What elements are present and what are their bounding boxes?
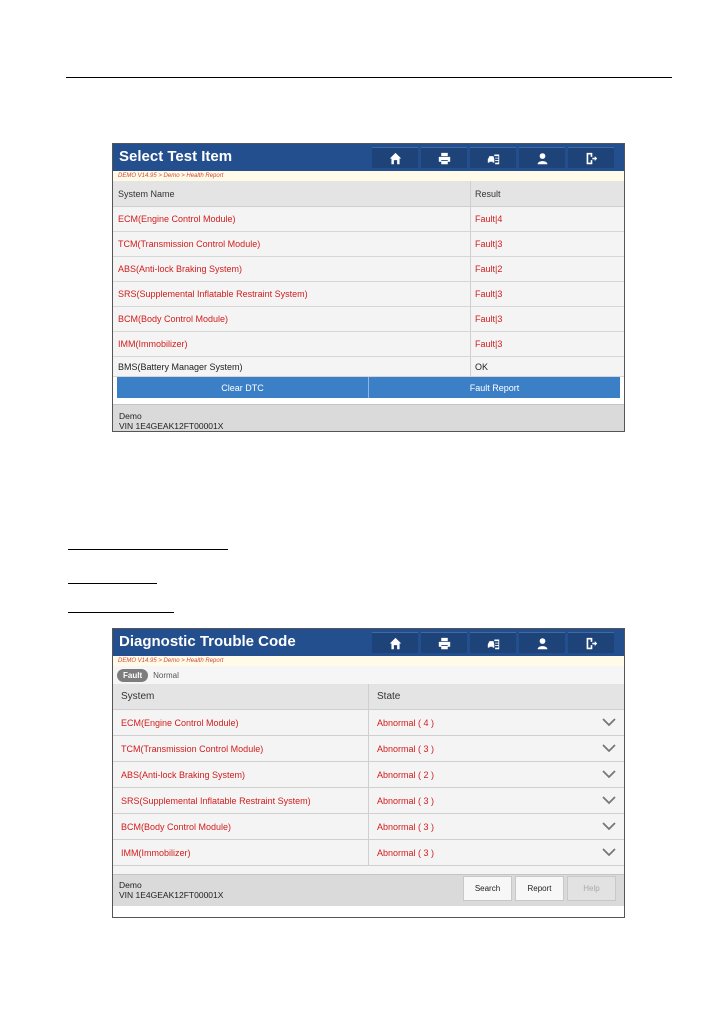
system-state: Abnormal ( 3 ) [377, 847, 435, 858]
system-name: BCM(Body Control Module) [113, 307, 471, 331]
system-result: Fault|3 [475, 339, 503, 349]
clear-dtc-button[interactable]: Clear DTC [117, 377, 369, 398]
table-header [113, 684, 624, 710]
vehicle-report-button[interactable] [470, 632, 516, 653]
system-state: Abnormal ( 3 ) [377, 743, 435, 754]
system-name: IMM(Immobilizer) [113, 332, 471, 356]
tab-normal[interactable]: Normal [153, 670, 179, 680]
table-row[interactable] [113, 840, 624, 866]
table-row[interactable] [113, 207, 624, 232]
expand-chevron-icon[interactable] [602, 847, 616, 857]
user-icon [536, 152, 549, 165]
section-heading-underline [68, 612, 174, 613]
table-row[interactable] [113, 762, 624, 788]
tab-fault[interactable]: Fault [117, 669, 148, 682]
user-icon [536, 637, 549, 650]
system-result: Fault|4 [475, 214, 503, 224]
action-bar [117, 377, 620, 398]
fault-report-button[interactable]: Fault Report [369, 377, 620, 398]
home-icon [389, 152, 402, 165]
column-header-result: Result [475, 188, 501, 199]
title-bar [113, 144, 624, 171]
table-header [113, 181, 624, 207]
table-row[interactable] [113, 257, 624, 282]
vin-label: VIN 1E4GEAK12FT00001X [119, 421, 224, 431]
system-state: Abnormal ( 3 ) [377, 795, 435, 806]
system-result: OK [475, 361, 489, 372]
table-row[interactable] [113, 332, 624, 357]
vehicle-report-button[interactable] [470, 147, 516, 168]
system-result: Fault|3 [475, 289, 503, 299]
home-button[interactable] [372, 147, 418, 168]
system-name: IMM(Immobilizer) [113, 840, 369, 865]
print-button[interactable] [421, 147, 467, 168]
table-row-partial [113, 866, 624, 874]
exit-button[interactable] [568, 147, 614, 168]
system-name: TCM(Transmission Control Module) [113, 736, 369, 761]
diagnostic-trouble-code-screen [112, 628, 625, 918]
column-header-state: State [377, 691, 401, 702]
table-row[interactable] [113, 814, 624, 840]
system-name: ABS(Anti-lock Braking System) [113, 762, 369, 787]
status-footer [113, 874, 624, 906]
screen-title: Diagnostic Trouble Code [119, 633, 296, 650]
breadcrumb: DEMO V14.95 > Demo > Health Report [113, 171, 624, 181]
vehicle-report-icon [487, 152, 500, 165]
screen-title: Select Test Item [119, 148, 233, 165]
table-row[interactable] [113, 736, 624, 762]
system-result: Fault|2 [475, 264, 503, 274]
table-row[interactable] [113, 788, 624, 814]
status-footer [113, 404, 624, 432]
system-name: SRS(Supplemental Inflatable Restraint System) [113, 282, 471, 306]
system-result: Fault|3 [475, 314, 503, 324]
table-row[interactable] [113, 232, 624, 257]
filter-tabs [113, 666, 624, 684]
system-name: ECM(Engine Control Module) [113, 207, 471, 231]
search-button[interactable]: Search [463, 876, 512, 901]
system-state: Abnormal ( 2 ) [377, 769, 435, 780]
system-result: Fault|3 [475, 239, 503, 249]
table-row[interactable] [113, 710, 624, 736]
section-heading-underline [68, 583, 157, 584]
system-name: TCM(Transmission Control Module) [113, 232, 471, 256]
system-name: ABS(Anti-lock Braking System) [113, 257, 471, 281]
user-button[interactable] [519, 147, 565, 168]
vehicle-report-icon [487, 637, 500, 650]
system-name: BCM(Body Control Module) [113, 814, 369, 839]
expand-chevron-icon[interactable] [602, 821, 616, 831]
system-name: ECM(Engine Control Module) [113, 710, 369, 735]
vin-label: VIN 1E4GEAK12FT00001X [119, 890, 224, 900]
home-icon [389, 637, 402, 650]
expand-chevron-icon[interactable] [602, 717, 616, 727]
breadcrumb: DEMO V14.95 > Demo > Health Report [113, 656, 624, 666]
print-button[interactable] [421, 632, 467, 653]
expand-chevron-icon[interactable] [602, 795, 616, 805]
exit-icon [585, 152, 598, 165]
vehicle-name: Demo [119, 411, 142, 421]
exit-icon [585, 637, 598, 650]
vehicle-name: Demo [119, 880, 142, 890]
user-button[interactable] [519, 632, 565, 653]
exit-button[interactable] [568, 632, 614, 653]
system-state: Abnormal ( 3 ) [377, 821, 435, 832]
help-button[interactable]: Help [567, 876, 616, 901]
column-header-system: System Name [113, 181, 471, 206]
select-test-item-screen [112, 143, 625, 432]
home-button[interactable] [372, 632, 418, 653]
page-header-rule [66, 77, 672, 78]
system-state: Abnormal ( 4 ) [377, 717, 435, 728]
section-heading-underline [68, 549, 228, 550]
system-name: SRS(Supplemental Inflatable Restraint System) [113, 788, 369, 813]
print-icon [438, 152, 451, 165]
title-bar [113, 629, 624, 656]
table-row[interactable] [113, 307, 624, 332]
expand-chevron-icon[interactable] [602, 769, 616, 779]
system-name: BMS(Battery Manager System) [113, 357, 471, 376]
report-button[interactable]: Report [515, 876, 564, 901]
table-row[interactable] [113, 357, 624, 377]
table-row[interactable] [113, 282, 624, 307]
column-header-system: System [113, 684, 369, 709]
print-icon [438, 637, 451, 650]
expand-chevron-icon[interactable] [602, 743, 616, 753]
